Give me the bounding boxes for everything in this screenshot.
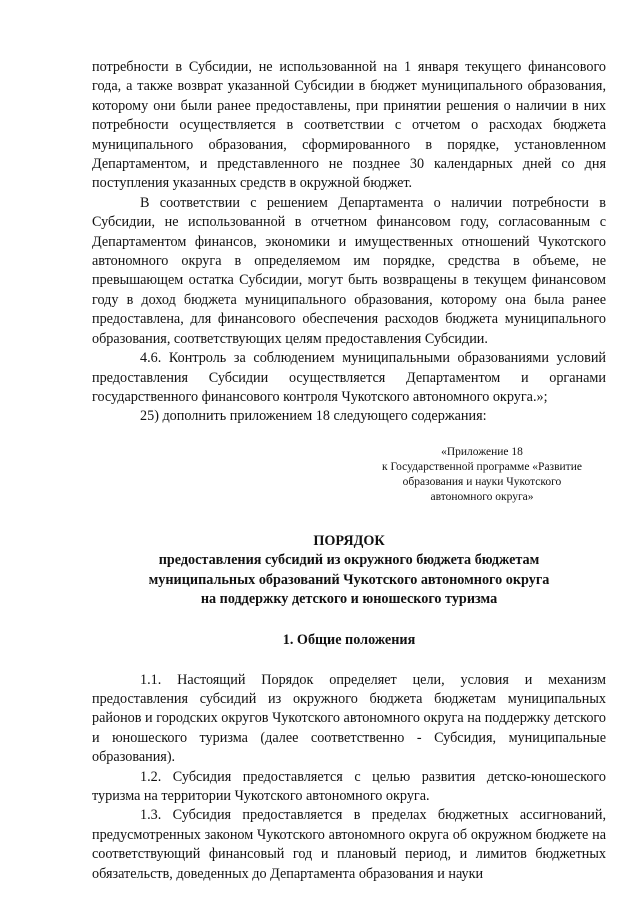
paragraph-department-decision: В соответствии с решением Департамента о наличии потребности в Субсидии, не использованной в отчетном финансовом году, согласованным с Департаментом финансов, экономики и имущественных отношений Чукотского автономного округа в определяемом им порядке, средства в объеме, не превышающем остатка Субсидии, могут быть возвращены в текущем финансовом году в доход бюджета муниципального образования, которому она была ранее предоставлена, для финансового обеспечения расходов бюджета муниципального образования, соответствующих целям предоставления Субсидии. [92, 194, 606, 347]
appendix-note-line: автономного округа» [430, 491, 534, 504]
paragraph-1-3: 1.3. Субсидия предоставляется в пределах бюджетных ассигнований, предусмотренных законом Чукотского автономного округа об окружном бюджете на соответствующий финансовый год и плановый период, и лимитов бюджетных обязательств, доведенных до Департамента образования и науки [92, 807, 606, 882]
appendix-note [362, 445, 602, 506]
document-title [92, 532, 606, 610]
title-line: предоставления субсидий из окружного бюджета бюджетам [158, 552, 540, 569]
title-main: ПОРЯДОК [313, 532, 385, 549]
appendix-note-line: образования и науки Чукотского [402, 476, 562, 489]
section-heading-general: 1. Общие положения [282, 631, 416, 648]
paragraph-1-1: 1.1. Настоящий Порядок определяет цели, условия и механизм предоставления субсидий из окружного бюджета бюджетам муниципальных районов и городских округов Чукотского автономного округа на поддержку детского и юношеского туризма (далее соответственно - Субсидия, муниципальные образования). [92, 671, 606, 766]
paragraph-subsidy-return: потребности в Субсидии, не использованной на 1 января текущего финансового года, а также возврат указанной Субсидии в бюджет муниципального образования, которому они были ранее предоставлены, при принятии решения о наличии в них потребности осуществляется в соответствии с отчетом о расходах бюджета муниципального образования, сформированного в порядке, установленном Департаментом, и представленного не позднее 30 календарных дней со дня поступления указанных средств в окружной бюджет. [92, 59, 606, 192]
title-line: муниципальных образований Чукотского автономного округа [148, 571, 550, 588]
document-page [92, 58, 606, 884]
paragraph-1-2: 1.2. Субсидия предоставляется с целью развития детско-юношеского туризма на территории Чукотского автономного округа. [92, 768, 606, 804]
appendix-note-line: к Государственной программе «Развитие [382, 460, 582, 473]
title-line: на поддержку детского и юношеского туризма [200, 591, 498, 608]
appendix-note-line: «Приложение 18 [441, 445, 523, 458]
paragraph-4-6-control: 4.6. Контроль за соблюдением муниципальными образованиями условий предоставления Субсидии осуществляется Департаментом и органами государственного финансового контроля Чукотского автономного округа.»; [92, 350, 606, 405]
paragraph-25-amendment: 25) дополнить приложением 18 следующего содержания: [140, 408, 487, 425]
